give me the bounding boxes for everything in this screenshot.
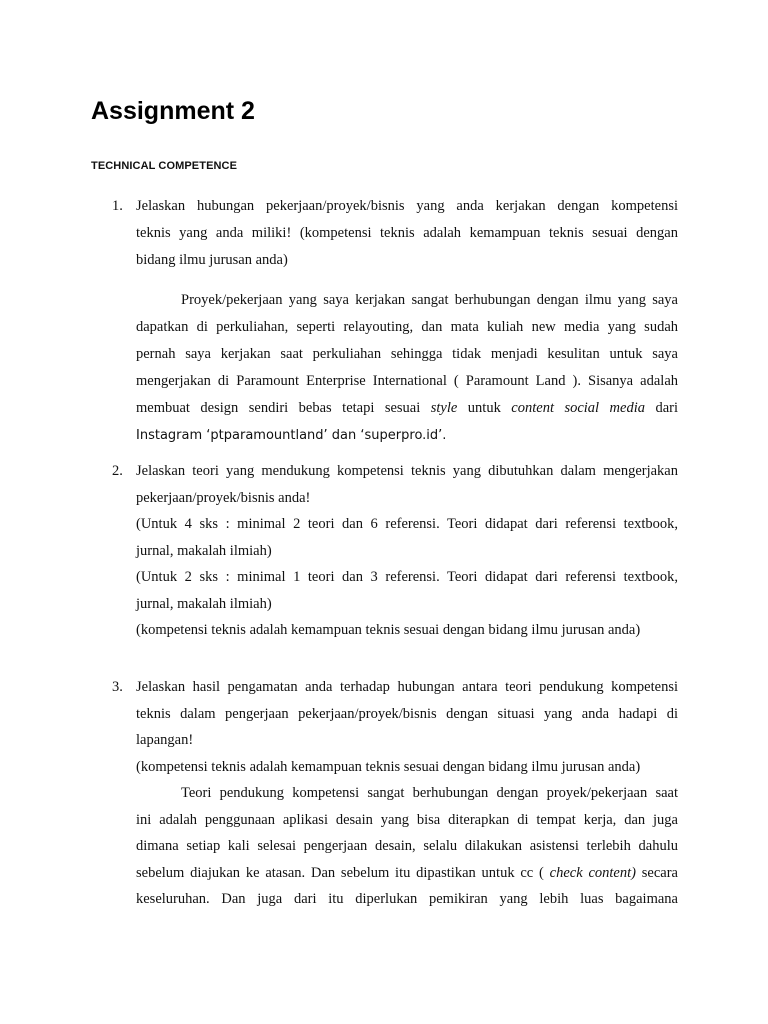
- text-line: teknis yang anda miliki! (kompetensi teknis adalah kemampuan teknis sesuai dengan: [136, 225, 678, 241]
- text-line: keseluruhan. Dan juga dari itu diperlukan pemikiran yang lebih luas bagaimana: [136, 891, 678, 907]
- list-number: 1.: [112, 198, 123, 214]
- list-number: 3.: [112, 679, 123, 695]
- text-run: membuat design sendiri bebas tetapi sesuai: [136, 400, 431, 416]
- italic-run: content social media: [511, 400, 645, 416]
- text-line: teknis dalam pengerjaan pekerjaan/proyek/bisnis dengan situasi yang anda hadapi di: [136, 705, 678, 722]
- text-line: (Untuk 2 sks : minimal 1 teori dan 3 referensi. Teori didapat dari referensi textbook,: [136, 569, 678, 585]
- answer-3: [136, 780, 678, 913]
- text-line: [136, 395, 678, 422]
- question-2: [112, 458, 678, 644]
- text-line: dimana setiap kali selesai pengerjaan desain, selalu dilakukan asistensi terlebih dahulu: [136, 838, 678, 854]
- section-heading: TECHNICAL COMPETENCE: [91, 160, 238, 172]
- text-run: secara: [635, 864, 678, 881]
- text-line: Teori pendukung kompetensi sangat berhubungan dengan proyek/pekerjaan saat: [181, 785, 678, 801]
- question-1: [112, 193, 678, 274]
- text-line: mengerjakan di Paramount Enterprise International ( Paramount Land ). Sisanya adalah: [136, 373, 678, 389]
- text-line: jurnal, makalah ilmiah): [136, 542, 272, 559]
- text-line: (kompetensi teknis adalah kemampuan teknis sesuai dengan bidang ilmu jurusan anda): [136, 758, 641, 775]
- answer-1: [136, 287, 678, 449]
- text-line: (kompetensi teknis adalah kemampuan teknis sesuai dengan bidang ilmu jurusan anda): [136, 622, 641, 638]
- text-line: dapatkan di perkuliahan, seperti relayouting, dan mata kuliah new media yang sudah: [136, 319, 678, 335]
- text-line: [136, 860, 678, 887]
- text-run: sebelum diajukan ke atasan. Dan sebelum itu dipastikan untuk cc (: [136, 864, 550, 881]
- text-run: untuk: [457, 400, 512, 416]
- text-line: lapangan!: [136, 732, 194, 748]
- text-line: Instagram ‘ptparamountland’ dan ‘superpro.id’.: [136, 428, 447, 443]
- list-number: 2.: [112, 463, 123, 479]
- question-3: [112, 674, 678, 780]
- text-line: Jelaskan teori yang mendukung kompetensi teknis yang dibutuhkan dalam mengerjakan: [136, 463, 678, 479]
- text-line: jurnal, makalah ilmiah): [136, 595, 272, 612]
- italic-run: check content): [549, 864, 636, 881]
- text-line: (Untuk 4 sks : minimal 2 teori dan 6 referensi. Teori didapat dari referensi textbook,: [136, 516, 678, 532]
- text-line: Jelaskan hubungan pekerjaan/proyek/bisnis yang anda kerjakan dengan kompetensi: [136, 198, 678, 214]
- text-line: Proyek/pekerjaan yang saya kerjakan sangat berhubungan dengan ilmu yang saya: [181, 292, 678, 308]
- text-line: pekerjaan/proyek/bisnis anda!: [136, 489, 311, 506]
- text-line: Jelaskan hasil pengamatan anda terhadap hubungan antara teori pendukung kompetensi: [136, 679, 678, 695]
- text-line: pernah saya kerjakan saat perkuliahan sehingga tidak menjadi kesulitan untuk saya: [136, 346, 678, 362]
- text-run: dari: [644, 400, 678, 416]
- text-line: bidang ilmu jurusan anda): [136, 252, 288, 268]
- text-line: ini adalah penggunaan aplikasi desain yang bisa diterapkan di tempat kerja, dan juga: [136, 811, 678, 828]
- italic-run: style: [430, 400, 458, 416]
- page-title: Assignment 2: [91, 97, 255, 125]
